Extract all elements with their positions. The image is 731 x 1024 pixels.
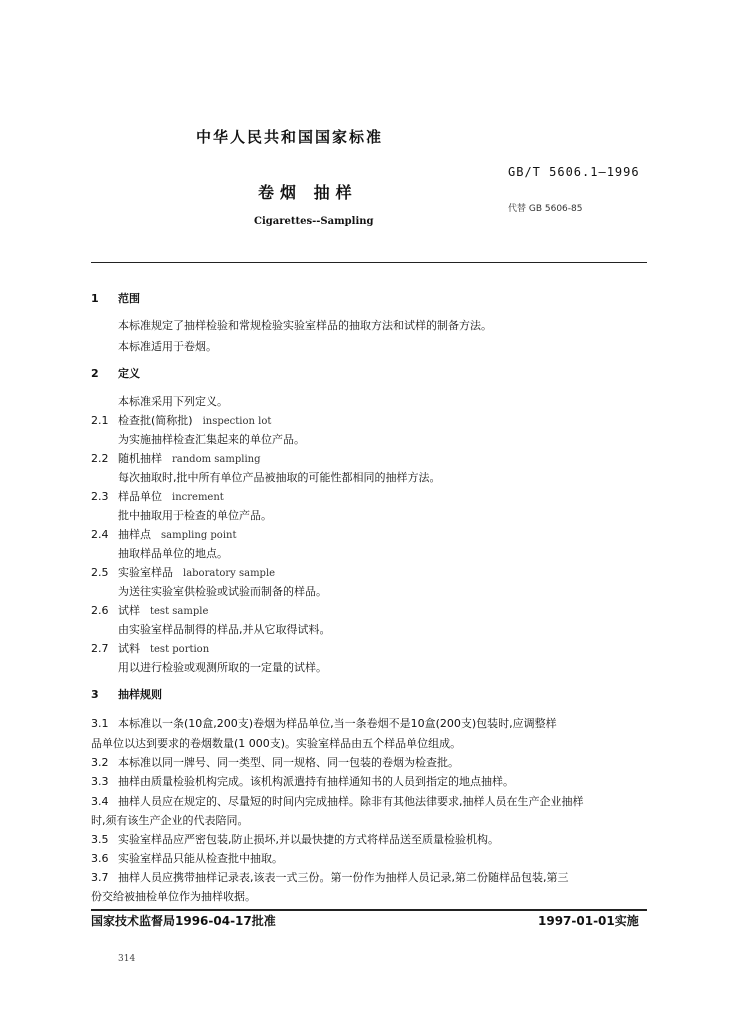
rule-clause: 3.2 本标准以同一牌号、同一类型、同一规格、同一包装的卷烟为检查批。 xyxy=(91,756,459,769)
definition-text: 为实施抽样检查汇集起来的单位产品。 xyxy=(118,433,305,446)
definition-term: 2.1 检查批(简称批) inspection lot xyxy=(91,414,272,427)
rule-clause-continuation: 时,须有该生产企业的代表陪同。 xyxy=(91,814,249,827)
definition-term: 2.5 实验室样品 laboratory sample xyxy=(91,566,276,579)
definition-term: 2.6 试样 test sample xyxy=(91,604,209,617)
standard-code: GB/T 5606.1—1996 xyxy=(508,165,640,179)
header-rule xyxy=(91,262,647,263)
section-heading-1: 1 范围 xyxy=(91,292,140,305)
definition-term: 2.4 抽样点 sampling point xyxy=(91,528,237,541)
rule-clause: 3.3 抽样由质量检验机构完成。该机构派遣持有抽样通知书的人员到指定的地点抽样。 xyxy=(91,775,514,788)
rule-clause: 3.1 本标准以一条(10盒,200支)卷烟为样品单位,当一条卷烟不是10盒(200支)包装时,应调整样 xyxy=(91,717,557,730)
definition-text: 由实验室样品制得的样品,并从它取得试料。 xyxy=(118,623,331,636)
definition-text: 每次抽取时,批中所有单位产品被抽取的可能性都相同的抽样方法。 xyxy=(118,471,441,484)
footer-rule xyxy=(91,909,647,911)
section-heading-2: 2 定义 xyxy=(91,367,140,380)
definition-term: 2.2 随机抽样 random sampling xyxy=(91,452,261,465)
rule-clause-continuation: 品单位以达到要求的卷烟数量(1 000支)。实验室样品由五个样品单位组成。 xyxy=(91,737,462,750)
definition-term: 2.7 试料 test portion xyxy=(91,642,210,655)
rule-clause-continuation: 份交给被抽检单位作为抽样收据。 xyxy=(91,890,256,903)
definition-text: 为送往实验室供检验或试验而制备的样品。 xyxy=(118,585,327,598)
definition-text: 批中抽取用于检查的单位产品。 xyxy=(118,509,272,522)
paragraph: 本标准采用下列定义。 xyxy=(118,395,228,408)
document-subtitle-en: Cigarettes--Sampling xyxy=(254,216,374,227)
standard-title: 中华人民共和国国家标准 xyxy=(196,128,384,146)
definition-text: 用以进行检验或观测所取的一定量的试样。 xyxy=(118,661,327,674)
paragraph: 本标准适用于卷烟。 xyxy=(118,340,217,353)
page-number: 314 xyxy=(118,954,136,964)
rule-clause: 3.5 实验室样品应严密包装,防止损坏,并以最快捷的方式将样品送至质量检验机构。 xyxy=(91,833,499,846)
definition-text: 抽取样品单位的地点。 xyxy=(118,547,228,560)
rule-clause: 3.4 抽样人员应在规定的、尽量短的时间内完成抽样。除非有其他法律要求,抽样人员在生产企业抽样 xyxy=(91,795,584,808)
section-heading-3: 3 抽样规则 xyxy=(91,688,162,701)
rule-clause: 3.7 抽样人员应携带抽样记录表,该表一式三份。第一份作为抽样人员记录,第二份随样品包装,第三 xyxy=(91,871,569,884)
implementation-date: 1997-01-01实施 xyxy=(538,914,639,928)
paragraph: 本标准规定了抽样检验和常规检验实验室样品的抽取方法和试样的制备方法。 xyxy=(118,319,492,332)
approval-date: 国家技术监督局1996-04-17批准 xyxy=(91,914,276,928)
definition-term: 2.3 样品单位 increment xyxy=(91,490,224,503)
rule-clause: 3.6 实验室样品只能从检查批中抽取。 xyxy=(91,852,283,865)
replaces-note: 代替 GB 5606-85 xyxy=(508,204,583,214)
document-title: 卷烟 抽样 xyxy=(258,183,358,202)
